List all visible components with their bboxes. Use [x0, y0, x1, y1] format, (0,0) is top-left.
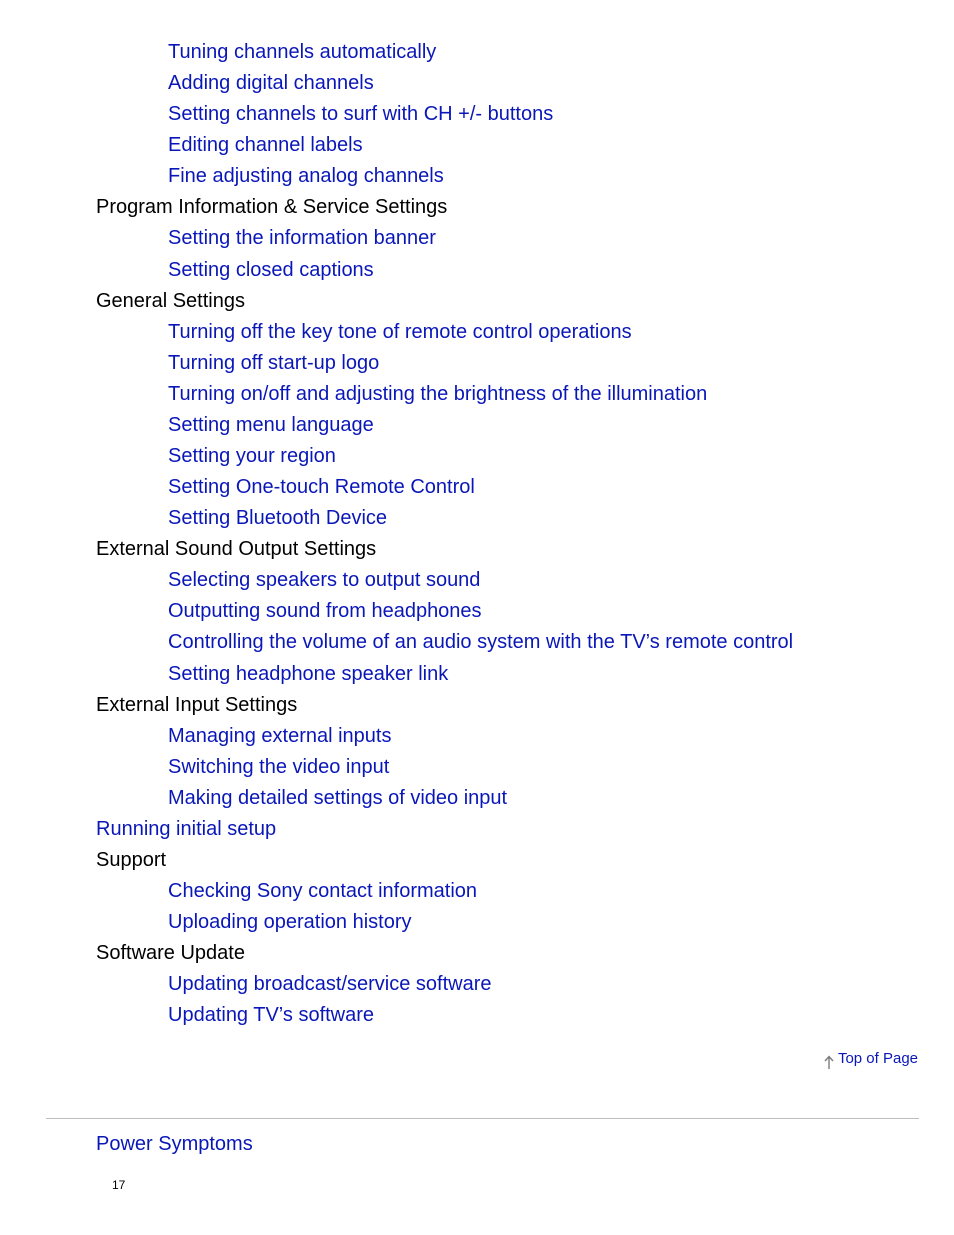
toc-link-item[interactable] — [0, 68, 954, 99]
section-heading[interactable] — [96, 1130, 253, 1158]
toc-link-item[interactable] — [0, 876, 954, 907]
toc-link-item[interactable] — [0, 627, 954, 658]
toc-link-item[interactable] — [0, 503, 954, 534]
toc-link[interactable]: Setting channels to surf with CH +/- buttons — [168, 103, 554, 126]
toc-category — [0, 938, 954, 969]
toc-category-label: Software Update — [96, 942, 245, 965]
toc-category-label: External Sound Output Settings — [96, 538, 377, 561]
toc-link-item[interactable] — [0, 565, 954, 596]
top-of-page-link[interactable] — [823, 1049, 918, 1069]
toc-link-item[interactable] — [0, 441, 954, 472]
toc-link[interactable]: Adding digital channels — [168, 72, 374, 95]
page-number: 17 — [112, 1178, 126, 1192]
toc-category-label: Support — [96, 849, 167, 872]
toc-link[interactable]: Setting the information banner — [168, 227, 436, 250]
toc-link[interactable]: Updating broadcast/service software — [168, 973, 492, 996]
power-symptoms-link[interactable]: Power Symptoms — [96, 1133, 253, 1155]
toc-category — [0, 845, 954, 876]
toc-link[interactable]: Selecting speakers to output sound — [168, 569, 481, 592]
toc-link[interactable]: Making detailed settings of video input — [168, 786, 508, 809]
toc-link-item[interactable] — [0, 969, 954, 1000]
toc-link[interactable]: Turning off start-up logo — [168, 351, 380, 374]
toc-link-item[interactable] — [0, 1000, 954, 1031]
toc-category-label: Program Information & Service Settings — [96, 196, 448, 219]
table-of-contents — [0, 37, 954, 1032]
toc-link-item[interactable] — [0, 379, 954, 410]
toc-category-label: External Input Settings — [96, 693, 298, 716]
toc-link-item[interactable] — [0, 348, 954, 379]
toc-link-item[interactable] — [0, 99, 954, 130]
toc-link[interactable]: Managing external inputs — [168, 724, 392, 747]
toc-link[interactable]: Running initial setup — [96, 817, 277, 840]
toc-link[interactable]: Updating TV’s software — [168, 1004, 375, 1027]
toc-category — [0, 690, 954, 721]
toc-link-item[interactable] — [0, 472, 954, 503]
toc-category — [0, 534, 954, 565]
toc-link[interactable]: Setting headphone speaker link — [168, 662, 449, 685]
top-of-page-label[interactable]: Top of Page — [837, 1050, 918, 1067]
toc-link-item[interactable] — [0, 255, 954, 286]
toc-link-item[interactable] — [0, 596, 954, 627]
toc-link-item[interactable] — [0, 317, 954, 348]
toc-link[interactable]: Turning off the key tone of remote control operations — [168, 320, 632, 343]
toc-link[interactable]: Outputting sound from headphones — [168, 600, 482, 623]
toc-link-item[interactable] — [0, 161, 954, 192]
toc-link-item[interactable] — [0, 410, 954, 441]
toc-link[interactable]: Setting your region — [168, 445, 336, 468]
toc-link-item[interactable] — [0, 659, 954, 690]
toc-link-item[interactable] — [0, 907, 954, 938]
toc-link[interactable]: Uploading operation history — [168, 911, 412, 934]
toc-link-item[interactable] — [0, 721, 954, 752]
toc-link-item[interactable] — [0, 752, 954, 783]
toc-link[interactable]: Switching the video input — [168, 755, 390, 778]
toc-link[interactable]: Tuning channels automatically — [168, 41, 437, 63]
toc-link-item[interactable] — [0, 37, 954, 68]
divider — [46, 1118, 919, 1119]
toc-category — [0, 286, 954, 317]
toc-link[interactable]: Checking Sony contact information — [168, 880, 478, 903]
toc-link[interactable]: Fine adjusting analog channels — [168, 165, 444, 188]
toc-link[interactable]: Setting Bluetooth Device — [168, 507, 388, 530]
arrow-up-icon — [823, 1054, 835, 1070]
toc-link-item[interactable] — [0, 223, 954, 254]
toc-link[interactable]: Editing channel labels — [168, 134, 363, 157]
toc-category — [0, 192, 954, 223]
toc-link-item[interactable] — [0, 814, 954, 845]
toc-link[interactable]: Controlling the volume of an audio system with the TV’s remote control — [168, 631, 794, 654]
toc-link[interactable]: Setting closed captions — [168, 258, 374, 281]
toc-category-label: General Settings — [96, 289, 245, 312]
toc-link-item[interactable] — [0, 130, 954, 161]
toc-link[interactable]: Turning on/off and adjusting the brightness of the illumination — [168, 382, 708, 405]
toc-link-item[interactable] — [0, 783, 954, 814]
toc-link[interactable]: Setting menu language — [168, 413, 374, 436]
toc-link[interactable]: Setting One-touch Remote Control — [168, 476, 475, 499]
